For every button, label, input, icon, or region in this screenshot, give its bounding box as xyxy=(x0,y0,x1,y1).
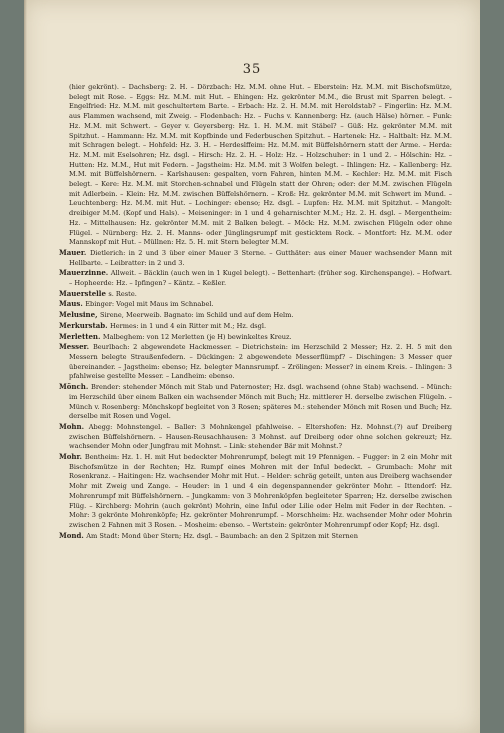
entry-text: Hermes: in 1 und 4 ein Ritter mit M.; Hz. dsgl. xyxy=(110,321,267,330)
dictionary-entry xyxy=(59,382,452,422)
entry-lemma: Mauer. xyxy=(59,247,90,257)
dictionary-entry xyxy=(59,310,452,321)
dictionary-entry xyxy=(59,83,452,248)
entry-lemma: Mond. xyxy=(59,530,87,540)
entry-text: (hier gekrönt). – Dachsberg: 2. H. – Dörzbach: Hz. M.M. ohne Hut. – Eberstein: Hz. M.M. mit Bischofsmütze, belegt mit Rose. – Eggs: Hz. M.M. mit Hut. – Ehingen: Hz. gekrönter M.M., die Brust mit Sparren belegt. – Engelfried: Hz. M.M. mit geschultertem Barte. – Erbach: Hz. 2. H. M.M. mit Heroldstab? – Fingerlin: Hz. M.M. aus Flammen wachsend, mit Zweig. – Flodenbach: Hz. – Fuchs v. Kannenberg: Hz. (auch Hälse) hörner. – Funk: Hz. M.M. mit Schwert. – Geyer v. Geyersberg: Hz. 1. H. M.M. mit Stäbel? – Güß: Hz. gekrönter M.M. mit Spitzhut. – Hammann: Hz. M.M. mit Kopfbinde und Federbuschen Spitzhut. – Hartenek: Hz. – Haltbalt: Hz. M.M. mit Schragen belegt. – Hohfeld: Hz. 3. H. – Herdeslffeim: Hz. M.M. mit Büffelshörnern statt der Arme. – Herda: Hz. M.M. mit Eselsohren; Hz. dsgl. – Hirsch: Hz. 2. H. – Holz: Hz. – Holzschuher: in 1 und 2. – Hölschin: Hz. – Hutten: Hz. M.M., Hut mit Federn. – Jagstheim: Hz. M.M. mit 3 Wolfen belegt. – Ihlingen: Hz. – Kallenberg: Hz. M.M. mit Büffelshörnern. – Karlshausen: gespalten, vorn Fahren, hinten M.M. – Kechler: Hz. M.M. mit Fisch belegt. – Kere: Hz. M.M. mit Storchen-schnabel und Flügeln statt der Ohren; oder: der M.M. zwischen Flügeln mit Adlerbein. – Klein: Hz. M.M. zwischen Büffelshörnern. – Kroß: Hz. gekrönter M.M. mit Schwert im Mund. – Leuchtenberg: Hz. M.M. mit Hut. – Lochinger: ebenso; Hz. dsgl. – Lupfen: Hz. M.M. mit Spitzhut. – Mangolt: dreibiger M.M. (Kopf und Hals). – Meiseninger: in 1 und 4 geharnischter M.M.; Hz. 2. H. dsgl. – Mergentheim: Hz. – Mittelhausen: Hz. gekrönter M.M. mit 2 Balken belegt. – Möck: Hz. M.M. zwischen Flügeln oder ohne Flügel. – Nürnberg: Hz. 2. H. Manns- oder Jünglingsrumpf mit gesticktem Rock. – Montfort: Hz. M.M. oder Mannskopf mit Hut. – Müllnen: Hz. 5. H. mit Stern belegter M.M. xyxy=(69,83,452,247)
entry-text: s. Reste. xyxy=(108,289,137,298)
entry-text: Beurlbach: 2 abgewendete Hackmesser. – Dietrichstein: im Herzschild 2 Messer; Hz. 2. H. 5 mit den Messern belegte Straußenfedern. – Dückingen: 2 abgewendete Messerflümpf? – Dischingen: 3 Messer quer übereinander. – Jagstheim: ebenso; Hz. belegter Mannsrumpf. – Zrölingen: Messer? in einem Kreis. – Ihlingen: 3 pfahlweise gestellte Messer. – Landheim: ebenso. xyxy=(69,343,452,381)
dictionary-entry xyxy=(59,321,452,332)
dictionary-entry xyxy=(59,422,452,452)
dictionary-entry xyxy=(59,248,452,268)
page-edge-shadow xyxy=(24,0,27,733)
entry-lemma: Melusine, xyxy=(59,310,100,320)
dictionary-entry xyxy=(59,452,452,531)
entry-text: Bentheim: Hz. 1. H. mit Hut bedeckter Mohrenrumpf, belegt mit 19 Pfennigen. – Fugger: in 2 ein Mohr mit Bischofsmütze in der Rechten; Hz. Rumpf eines Mohren mit der Inful bedeckt. – Grumbach: Mohr mit Rosenkranz. – Haitingen: Hz. wachsender Mohr mit Hut. – Helder: schräg geteilt, unten aus Dreiberg wachsender Mohr mit Zweig und Zange. – Heuder: in 1 und 4 ein degenspannender gekrönter Mohr. – Ittendorf: Hz. Mohrenrumpf mit Büffelshörnern. – Jungkamm: von 3 Mohrenköpfen begleiteter Sparren; Hz. derselbe zwischen Flüg. – Kirchberg: Mohrin (auch gekrönt) Mohrin, eine Inful oder Lilie oder Helm mit Feder in der Rechten. – Mohr: 3 gekrönte Mohrenköpfe; Hz. gekrönter Mohrenrumpf. – Morschheim: Hz. wachsender Mohr oder Mohrin zwischen 2 Fahnen mit 3 Rosen. – Mosheim: ebenso. – Wertstein: gekrönter Mohrenrumpf oder Kopf; Hz. dsgl. xyxy=(69,453,453,529)
entry-text: Dietlerich: in 2 und 3 über einer Mauer 3 Sterne. – Gutthäter: aus einer Mauer wachsender Mann mit Hellbarte. – Leibratter: in 2 und 3. xyxy=(69,248,453,267)
entry-lemma: Mohr. xyxy=(59,452,85,462)
entry-text: Malbeghem: von 12 Merletten (je H) bewinkeltes Kreuz. xyxy=(102,332,292,341)
dictionary-entry xyxy=(59,531,452,542)
entry-lemma: Mohn. xyxy=(59,421,89,431)
entry-lemma: Mauerstelle xyxy=(59,288,109,298)
entry-lemma: Maus. xyxy=(59,299,86,309)
entry-lemma: Mönch. xyxy=(59,382,91,392)
page-number: 35 xyxy=(242,62,262,77)
text-block xyxy=(59,83,452,541)
dictionary-entry xyxy=(59,342,452,382)
entry-text: Allweit. – Bäcklin (auch wen in 1 Kugel belegt). – Bettenhart: (früher sog. Kirchenspange). – Hofwart. – Hopheerde: Hz. – Ipfingen? – Käntz. – Keßler. xyxy=(69,269,452,288)
dictionary-entry xyxy=(59,289,452,300)
dictionary-entry xyxy=(59,332,452,343)
entry-lemma: Merletten. xyxy=(59,331,103,341)
entry-text: Ebinger: Vogel mit Maus im Schnabel. xyxy=(85,300,214,309)
book-page xyxy=(24,0,480,733)
dictionary-entry xyxy=(59,299,452,310)
entry-lemma: Merkurstab. xyxy=(59,320,110,330)
entry-lemma: Messer. xyxy=(59,342,93,352)
dictionary-entry xyxy=(59,268,452,288)
entry-text: Am Stadt: Mond über Stern; Hz. dsgl. – Baumbach: an den 2 Spitzen mit Sternen xyxy=(86,531,358,540)
entry-text: Brender: stehender Mönch mit Stab und Paternoster; Hz. dsgl. wachsend (ohne Stab) wachsend. – Münch: im Herzschild über einem Balken ein wachsender Mönch mit Buch; Hz. mittlerer H. derselbe zwischen Flügeln. – Münch v. Rosenberg: Mönchskopf begleitet von 3 Rosen; späteres M.: stehender Mönch mit Rosen und Buch; Hz. derselbe mit Rosen und Vogel. xyxy=(69,383,452,421)
entry-text: Abegg: Mohnstengel. – Baller: 3 Mohnkengel pfahlweise. – Eltershofen: Hz. Mohnst.(?) auf Dreiberg zwischen Büffelshörnern. – Hausen-Reusachhausen: 3 Mohnst. auf Dreiberg oder ohne solchen gekreuzt; Hz. wachsender Mohn oder Jungfrau mit Mohnst. – Link: stehender Bär mit Mohnst.? xyxy=(69,422,452,451)
entry-text: Sirene, Meerweib. Bagnato: im Schild und auf dem Helm. xyxy=(99,311,294,320)
entry-lemma: Mauerzinne. xyxy=(59,268,111,278)
